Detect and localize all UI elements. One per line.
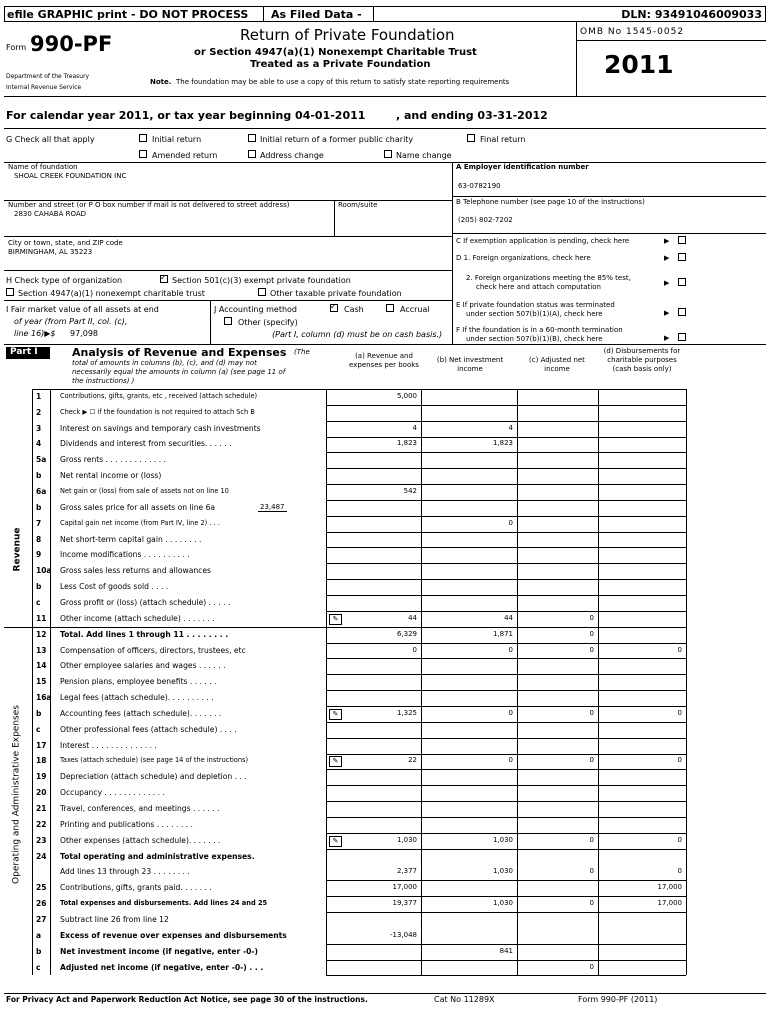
- line-label: Gross sales price for all assets on line 6a: [60, 502, 216, 512]
- d1-arrow-icon: ▶: [664, 254, 670, 262]
- j-accrual-label: Accrual: [400, 305, 430, 314]
- amount-col-a: 17,000: [392, 883, 417, 892]
- room-label: Room/suite: [338, 201, 378, 209]
- amended-return-label: Amended return: [152, 151, 218, 160]
- line-label: Capital gain net income (from Part IV, line 2) . . .: [60, 518, 220, 527]
- line-number: 19: [36, 772, 47, 782]
- table-row: [0, 516, 770, 532]
- line-number: b: [36, 708, 42, 718]
- line-label: Printing and publications . . . . . . . .: [60, 819, 193, 829]
- table-row: [0, 452, 770, 468]
- amount-col-c: 0: [589, 629, 594, 638]
- j-label: J Accounting method: [214, 305, 298, 314]
- amount-col-a: 1,325: [396, 708, 417, 717]
- amount-col-b: 841: [499, 946, 513, 955]
- h-4947-label: Section 4947(a)(1) nonexempt charitable trust: [18, 289, 205, 298]
- d1-checkbox[interactable]: [678, 253, 686, 261]
- line-number: 27: [36, 914, 47, 924]
- line-number: b: [36, 946, 42, 956]
- line-number: 3: [36, 423, 42, 433]
- amount-col-a: 1,030: [396, 835, 417, 844]
- form-subtitle-1: or Section 4947(a)(1) Nonexempt Charitable Trust: [194, 47, 477, 58]
- line-number: 21: [36, 804, 47, 814]
- amount-col-d: 0: [677, 835, 682, 844]
- amount-col-c: 0: [589, 835, 594, 844]
- f-label-2: under section 507(b)(1)(B), check here: [466, 335, 603, 343]
- amount-col-d: 0: [677, 867, 682, 876]
- h-other-label: Other taxable private foundation: [270, 289, 402, 298]
- final-return-checkbox[interactable]: [467, 134, 475, 142]
- line-label: Other professional fees (attach schedule) . . . .: [60, 724, 237, 734]
- d2-checkbox[interactable]: [678, 278, 686, 286]
- filed-banner: As Filed Data -: [271, 8, 362, 21]
- table-row: [0, 912, 770, 928]
- initial-return-label: Initial return: [152, 135, 202, 144]
- amount-col-b: 44: [504, 613, 513, 622]
- table-row: [0, 928, 770, 944]
- line-label: Travel, conferences, and meetings . . . . . .: [60, 804, 220, 814]
- amount-col-d: 17,000: [657, 883, 682, 892]
- tax-year: 2011: [604, 50, 674, 79]
- phone-label: B Telephone number (see page 10 of the instructions): [456, 198, 645, 206]
- line-label: Net short-term capital gain . . . . . . . .: [60, 534, 202, 544]
- line-label: Compensation of officers, directors, trustees, etc: [60, 645, 246, 655]
- h-other-checkbox[interactable]: [258, 288, 266, 296]
- dept-irs: Internal Revenue Service: [6, 84, 82, 91]
- form-footer: Form 990-PF (2011): [578, 995, 658, 1004]
- i-line-2: of year (from Part II, col. (c),: [14, 317, 128, 326]
- line-label: Income modifications . . . . . . . . . .: [60, 550, 190, 560]
- line-number: 6a: [36, 487, 47, 497]
- g-label: G Check all that apply: [6, 135, 95, 144]
- line-number: b: [36, 471, 42, 481]
- h-label: H Check type of organization: [6, 276, 123, 285]
- amount-col-a: 19,377: [392, 899, 417, 908]
- j-cash-label: Cash: [344, 305, 364, 314]
- table-row: [0, 722, 770, 738]
- line-label: Legal fees (attach schedule). . . . . . . . . .: [60, 693, 214, 703]
- line-number: 24: [36, 851, 47, 861]
- f-label-1: F If the foundation is in a 60-month termination: [456, 326, 623, 334]
- initial-return-checkbox[interactable]: [139, 134, 147, 142]
- d2-arrow-icon: ▶: [664, 279, 670, 287]
- name-change-label: Name change: [396, 151, 452, 160]
- table-row: [0, 548, 770, 564]
- attachment-icon[interactable]: ✎: [329, 836, 342, 847]
- part-i-desc-1: total of amounts in columns (b), (c), and (d) may not: [72, 359, 257, 367]
- line-number: c: [36, 724, 41, 734]
- amount-col-b: 0: [508, 708, 513, 717]
- table-row: [0, 785, 770, 801]
- col-c-header: (c) Adjusted net income: [529, 356, 585, 373]
- table-row: [0, 817, 770, 833]
- amount-col-b: 1,030: [492, 899, 513, 908]
- line-label: Gross rents . . . . . . . . . . . . .: [60, 455, 166, 465]
- line-number: 23: [36, 835, 47, 845]
- line-number: 22: [36, 819, 47, 829]
- amount-col-b: 0: [508, 756, 513, 765]
- part-i-desc-2: necessarily equal the amounts in column (a) (see page 11 of: [72, 368, 286, 376]
- line-label: Pension plans, employee benefits . . . . . .: [60, 677, 217, 687]
- initial-former-label: Initial return of a former public charity: [260, 135, 414, 144]
- i-line-1: I Fair market value of all assets at end: [6, 305, 159, 314]
- line-label: Total operating and administrative expenses.: [60, 851, 255, 861]
- table-row: [0, 801, 770, 817]
- street-label: Number and street (or P O box number if mail is not delivered to street address): [8, 201, 290, 209]
- line-label: Net gain or (loss) from sale of assets not on line 10: [60, 487, 229, 496]
- part-i-desc-3: the instructions) ): [72, 377, 135, 385]
- amount-col-b: 1,030: [492, 835, 513, 844]
- line-label: Contributions, gifts, grants, etc , received (attach schedule): [60, 391, 258, 400]
- amount-col-d: 0: [677, 645, 682, 654]
- line-number: 25: [36, 883, 47, 893]
- table-row: [0, 563, 770, 579]
- calendar-year: For calendar year 2011, or tax year beginning 04-01-2011: [6, 109, 366, 122]
- line-label: Net investment income (if negative, enter -0-): [60, 946, 258, 956]
- amount-col-a: 542: [403, 487, 417, 496]
- table-row: [0, 896, 770, 912]
- table-row: [0, 674, 770, 690]
- street-value: 2830 CAHABA ROAD: [14, 210, 87, 218]
- omb-number: OMB No 1545-0052: [580, 27, 685, 37]
- line-number: 16a: [36, 693, 52, 703]
- table-row: [0, 690, 770, 706]
- table-row: [0, 500, 770, 516]
- amount-col-c: 0: [589, 962, 594, 971]
- table-row: [0, 468, 770, 484]
- d2-label-1: 2. Foreign organizations meeting the 85% test,: [466, 274, 631, 282]
- line-number: a: [36, 930, 42, 940]
- line-number: 10a: [36, 566, 52, 576]
- h-501c3-label: Section 501(c)(3) exempt private foundation: [172, 276, 351, 285]
- table-row: [0, 960, 770, 976]
- line-label: Taxes (attach schedule) (see page 14 of the instructions): [60, 756, 249, 765]
- c-checkbox[interactable]: [678, 236, 686, 244]
- line-number: c: [36, 962, 41, 972]
- table-row: [0, 754, 770, 770]
- part-i-tag: [6, 347, 50, 359]
- line-label: Subtract line 26 from line 12: [60, 914, 169, 924]
- table-row: [0, 627, 770, 643]
- foundation-name-label: Name of foundation: [8, 163, 78, 171]
- line-number: 5a: [36, 455, 47, 465]
- line-number: 11: [36, 613, 47, 623]
- table-row: [0, 643, 770, 659]
- line-number: b: [36, 582, 42, 592]
- line-number: 20: [36, 788, 47, 798]
- attachment-icon[interactable]: ✎: [329, 756, 342, 767]
- amount-col-c: 0: [589, 867, 594, 876]
- initial-former-checkbox[interactable]: [248, 134, 256, 142]
- phone-value: (205) 802-7202: [458, 216, 513, 224]
- final-return-label: Final return: [480, 135, 526, 144]
- table-row: [0, 405, 770, 421]
- table-row: [0, 611, 770, 627]
- line-label: Adjusted net income (if negative, enter -0-) . . .: [60, 962, 264, 972]
- line-label: Total. Add lines 1 through 11 . . . . . . . .: [60, 629, 229, 639]
- line-number: 12: [36, 629, 47, 639]
- table-row: [0, 944, 770, 960]
- amount-col-d: 17,000: [657, 899, 682, 908]
- col-a-header: (a) Revenue and expenses per books: [349, 352, 419, 369]
- table-row: [0, 421, 770, 437]
- table-row: [0, 738, 770, 754]
- amount-col-a: 1,823: [396, 439, 417, 448]
- line-number: c: [36, 597, 41, 607]
- table-row: [0, 595, 770, 611]
- amount-col-c: 0: [589, 899, 594, 908]
- table-row: [0, 880, 770, 896]
- j-checkmark-icon: ✓: [330, 302, 337, 311]
- amount-col-b: 1,030: [492, 867, 513, 876]
- attachment-icon[interactable]: ✎: [329, 614, 342, 625]
- line-label: Interest on savings and temporary cash investments: [60, 423, 261, 433]
- foundation-name: SHOAL CREEK FOUNDATION INC: [14, 172, 127, 180]
- line-number: 2: [36, 407, 42, 417]
- line-label: Total expenses and disbursements. Add lines 24 and 25: [60, 899, 268, 908]
- h-4947-checkbox[interactable]: [6, 288, 14, 296]
- line-label: Check ▶ ☐ if the foundation is not required to attach Sch B: [60, 407, 255, 416]
- table-row: [0, 532, 770, 548]
- line-label: Accounting fees (attach schedule). . . . . . .: [60, 708, 222, 718]
- e-arrow-icon: ▶: [664, 309, 670, 317]
- d1-label: D 1. Foreign organizations, check here: [456, 254, 591, 262]
- j-accrual-checkbox[interactable]: [386, 304, 394, 312]
- amount-col-a: 6,329: [396, 629, 417, 638]
- line-label: Contributions, gifts, grants paid. . . . . . .: [60, 883, 212, 893]
- amount-col-b: 1,823: [492, 439, 513, 448]
- table-row: [0, 849, 770, 865]
- f-arrow-icon: ▶: [664, 334, 670, 342]
- address-change-checkbox[interactable]: [248, 150, 256, 158]
- amount-col-d: 0: [677, 708, 682, 717]
- amount-col-a: 22: [408, 756, 417, 765]
- line-label: Add lines 13 through 23 . . . . . . . .: [60, 867, 190, 877]
- part-i-title-note: (The: [294, 348, 310, 356]
- part-i-title: Analysis of Revenue and Expenses: [72, 346, 287, 359]
- line-number: 7: [36, 518, 42, 528]
- attachment-icon[interactable]: ✎: [329, 709, 342, 720]
- row-divider: [326, 975, 686, 976]
- amount-col-c: 0: [589, 645, 594, 654]
- e-label-2: under section 507(b)(1)(A), check here: [466, 310, 603, 318]
- line-label: Net rental income or (loss): [60, 471, 162, 481]
- amount-col-a: 4: [412, 423, 417, 432]
- city-label: City or town, state, and ZIP code: [8, 239, 123, 247]
- line-number: 9: [36, 550, 42, 560]
- table-row: [0, 484, 770, 500]
- amount-col-d: 0: [677, 756, 682, 765]
- table-row: [0, 865, 770, 881]
- table-row: [0, 706, 770, 722]
- line-label: Other expenses (attach schedule). . . . . . .: [60, 835, 221, 845]
- f-checkbox[interactable]: [678, 333, 686, 341]
- line-number: 1: [36, 391, 42, 401]
- line-label: Other income (attach schedule) . . . . . . .: [60, 613, 215, 623]
- part-i-tag-text: Part I: [10, 347, 38, 357]
- line-label: Gross profit or (loss) (attach schedule) . . . . .: [60, 597, 231, 607]
- amount-col-b: 0: [508, 645, 513, 654]
- form-title: Return of Private Foundation: [240, 26, 455, 44]
- line-label: Less Cost of goods sold . . . .: [60, 582, 169, 592]
- i-line-3: line 16)▶$: [14, 329, 56, 338]
- amended-return-checkbox[interactable]: [139, 150, 147, 158]
- line-label: Excess of revenue over expenses and disbursements: [60, 930, 287, 940]
- amount-col-a: 5,000: [396, 391, 417, 400]
- form-number: 990-PF: [30, 32, 113, 56]
- name-change-checkbox[interactable]: [384, 150, 392, 158]
- j-other-label: Other (specify): [238, 318, 298, 327]
- table-row: [0, 658, 770, 674]
- line-number: 4: [36, 439, 42, 449]
- amount-col-c: 0: [589, 756, 594, 765]
- e-label-1: E If private foundation status was terminated: [456, 301, 615, 309]
- i-value: 97,098: [70, 329, 98, 338]
- amount-col-a: 2,377: [396, 867, 417, 876]
- d2-label-2: check here and attach computation: [476, 283, 601, 291]
- ein-value: 63-0782190: [458, 182, 501, 190]
- line-number: 18: [36, 756, 47, 766]
- gross-sales-value: 23,487: [260, 502, 285, 511]
- c-label: C If exemption application is pending, check here: [456, 237, 630, 245]
- line-number: 26: [36, 899, 47, 909]
- table-row: [0, 389, 770, 405]
- note-text: The foundation may be able to use a copy of this return to satisfy state reporting requirements: [176, 78, 510, 86]
- amount-col-b: 0: [508, 518, 513, 527]
- line-number: 14: [36, 661, 47, 671]
- dept-treasury: Department of the Treasury: [6, 73, 90, 80]
- line-label: Occupancy . . . . . . . . . . . . .: [60, 788, 165, 798]
- revenue-side-text: Revenue: [12, 527, 23, 572]
- col-b-header: (b) Net investment income: [436, 356, 504, 373]
- line-label: Other employee salaries and wages . . . . . .: [60, 661, 226, 671]
- table-row: [0, 579, 770, 595]
- line-label: Interest . . . . . . . . . . . . . .: [60, 740, 157, 750]
- line-number: 13: [36, 645, 47, 655]
- address-change-label: Address change: [260, 151, 324, 160]
- table-row: [0, 833, 770, 849]
- line-number: 8: [36, 534, 42, 544]
- amount-col-c: 0: [589, 708, 594, 717]
- col-d-header: (d) Disbursements for charitable purposes (cash basis only): [603, 347, 681, 373]
- j-other-checkbox[interactable]: [224, 317, 232, 325]
- e-checkbox[interactable]: [678, 308, 686, 316]
- c-arrow-icon: ▶: [664, 237, 670, 245]
- amount-col-b: 4: [508, 423, 513, 432]
- amount-col-b: 1,871: [492, 629, 513, 638]
- line-number: 17: [36, 740, 47, 750]
- table-row: [0, 437, 770, 453]
- expenses-side-text: Operating and Administrative Expenses: [11, 705, 22, 884]
- line-number: b: [36, 502, 42, 512]
- cat-number: Cat No 11289X: [434, 995, 495, 1004]
- amount-col-a: -13,048: [389, 930, 417, 939]
- amount-col-a: 44: [408, 613, 417, 622]
- h-checkmark-icon: ✓: [160, 273, 167, 282]
- privacy-notice: For Privacy Act and Paperwork Reduction Act Notice, see page 30 of the instructions.: [6, 995, 368, 1004]
- line-label: Gross sales less returns and allowances: [60, 566, 211, 576]
- form-prefix: Form: [6, 43, 27, 52]
- note-label: Note.: [150, 78, 172, 86]
- form-subtitle-2: Treated as a Private Foundation: [250, 59, 431, 70]
- dln: DLN: 93491046009033: [621, 8, 762, 21]
- line-label: Depreciation (attach schedule) and depletion . . .: [60, 772, 247, 782]
- efile-banner: efile GRAPHIC print - DO NOT PROCESS: [7, 8, 249, 21]
- amount-col-a: 0: [412, 645, 417, 654]
- ein-label: A Employer identification number: [456, 163, 589, 171]
- j-note: (Part I, column (d) must be on cash basis.): [272, 330, 443, 339]
- calendar-ending: , and ending 03-31-2012: [396, 109, 548, 122]
- table-row: [0, 769, 770, 785]
- amount-col-c: 0: [589, 613, 594, 622]
- line-label: Dividends and interest from securities. . . . . .: [60, 439, 232, 449]
- city-value: BIRMINGHAM, AL 35223: [8, 248, 93, 256]
- top-banner: [4, 6, 766, 22]
- line-number: 15: [36, 677, 47, 687]
